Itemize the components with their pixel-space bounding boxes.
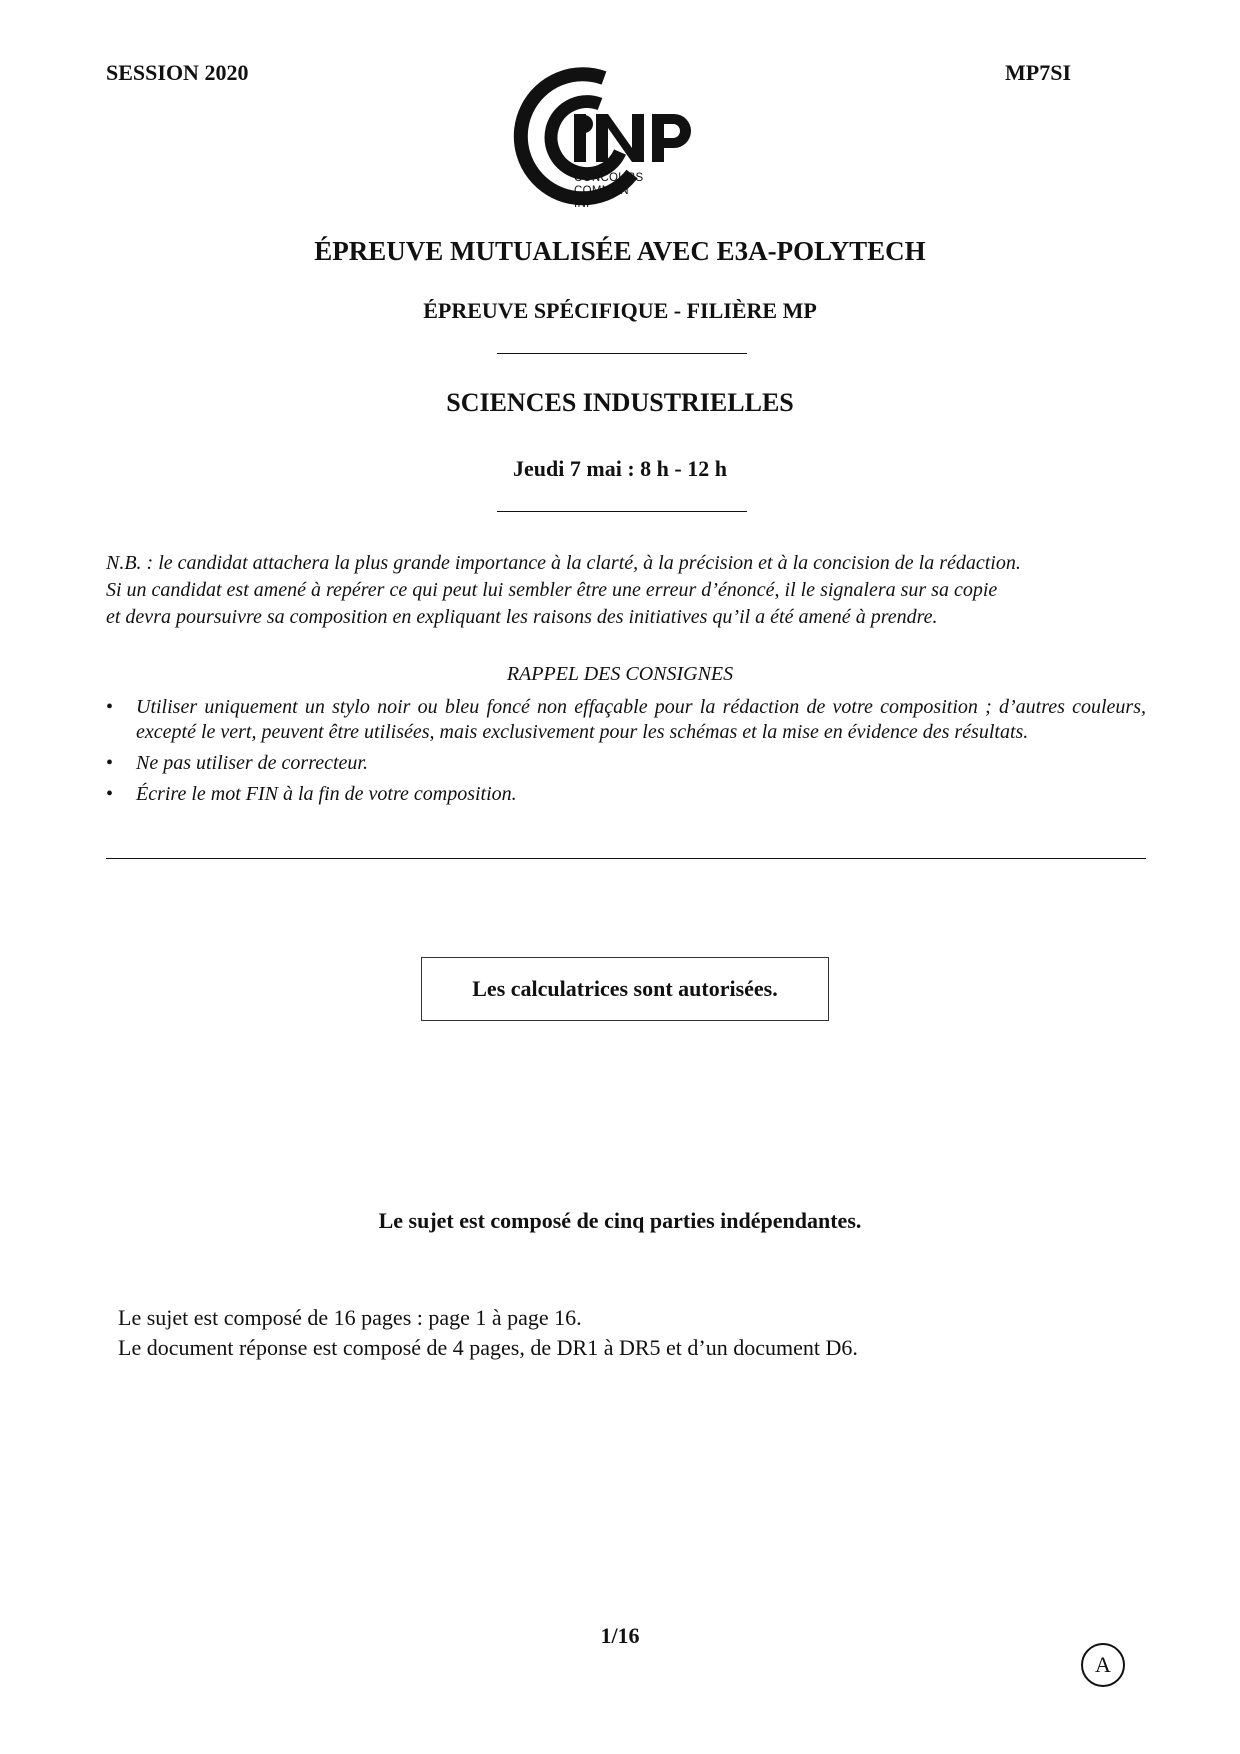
- bullet-icon: •: [106, 696, 114, 718]
- info-line: Le sujet est composé de 16 pages : page 1 à page 16.: [118, 1305, 582, 1330]
- calculators-text: Les calculatrices sont autorisées.: [472, 976, 778, 1001]
- bullet-icon: •: [106, 783, 114, 805]
- specific-title: ÉPREUVE SPÉCIFIQUE - FILIÈRE MP: [423, 298, 817, 323]
- exam-code: MP7SI: [1005, 60, 1071, 85]
- nb-line: N.B. : le candidat attachera la plus grande importance à la clarté, à la précision et à la concision de la rédaction.: [106, 552, 1021, 574]
- session-label: SESSION 2020: [106, 60, 249, 85]
- document-info: [118, 1303, 858, 1363]
- version-letter: A: [1095, 1652, 1111, 1677]
- divider-short: [497, 511, 747, 512]
- consignes-list: [106, 695, 1146, 813]
- page-number: 1/16: [600, 1623, 640, 1648]
- nb-line: et devra poursuivre sa composition en expliquant les raisons des initiatives qu’il a été amené à prendre.: [106, 606, 938, 628]
- divider-long: [106, 858, 1146, 859]
- list-item-text: Ne pas utiliser de correcteur.: [136, 752, 369, 774]
- nb-paragraph: [106, 550, 1146, 631]
- list-item-text: Utiliser uniquement un stylo noir ou bleu foncé non effaçable pour la rédaction de votre composition ; d’autres couleurs, excepté le vert, peuvent être utilisées, mais exclusivement pour les schémas et la mise en évidence des résultats.: [136, 696, 1146, 743]
- main-title: ÉPREUVE MUTUALISÉE AVEC E3A-POLYTECH: [314, 236, 926, 266]
- divider-short: [497, 353, 747, 354]
- rappel-title: RAPPEL DES CONSIGNES: [506, 663, 734, 685]
- logo-caption: [574, 172, 644, 211]
- version-badge: [1081, 1643, 1125, 1687]
- info-line: Le document réponse est composé de 4 pages, de DR1 à DR5 et d’un document D6.: [118, 1335, 858, 1360]
- logo-line-concours: CONCOURS: [574, 172, 644, 184]
- list-item: [106, 695, 1146, 745]
- parts-notice: Le sujet est composé de cinq parties indépendantes.: [378, 1208, 862, 1233]
- list-item: [106, 751, 1146, 776]
- nb-line: Si un candidat est amené à repérer ce qui peut lui sembler être une erreur d’énoncé, il le signalera sur sa copie: [106, 579, 998, 601]
- subject-title: SCIENCES INDUSTRIELLES: [446, 388, 794, 417]
- logo-line-commun: COMMUN: [574, 185, 629, 197]
- exam-date: Jeudi 7 mai : 8 h - 12 h: [513, 456, 727, 481]
- list-item: [106, 782, 1146, 807]
- bullet-icon: •: [106, 752, 114, 774]
- list-item-text: Écrire le mot FIN à la fin de votre composition.: [136, 783, 517, 805]
- logo-line-inp: INP: [574, 198, 595, 210]
- calculators-notice: [421, 957, 829, 1021]
